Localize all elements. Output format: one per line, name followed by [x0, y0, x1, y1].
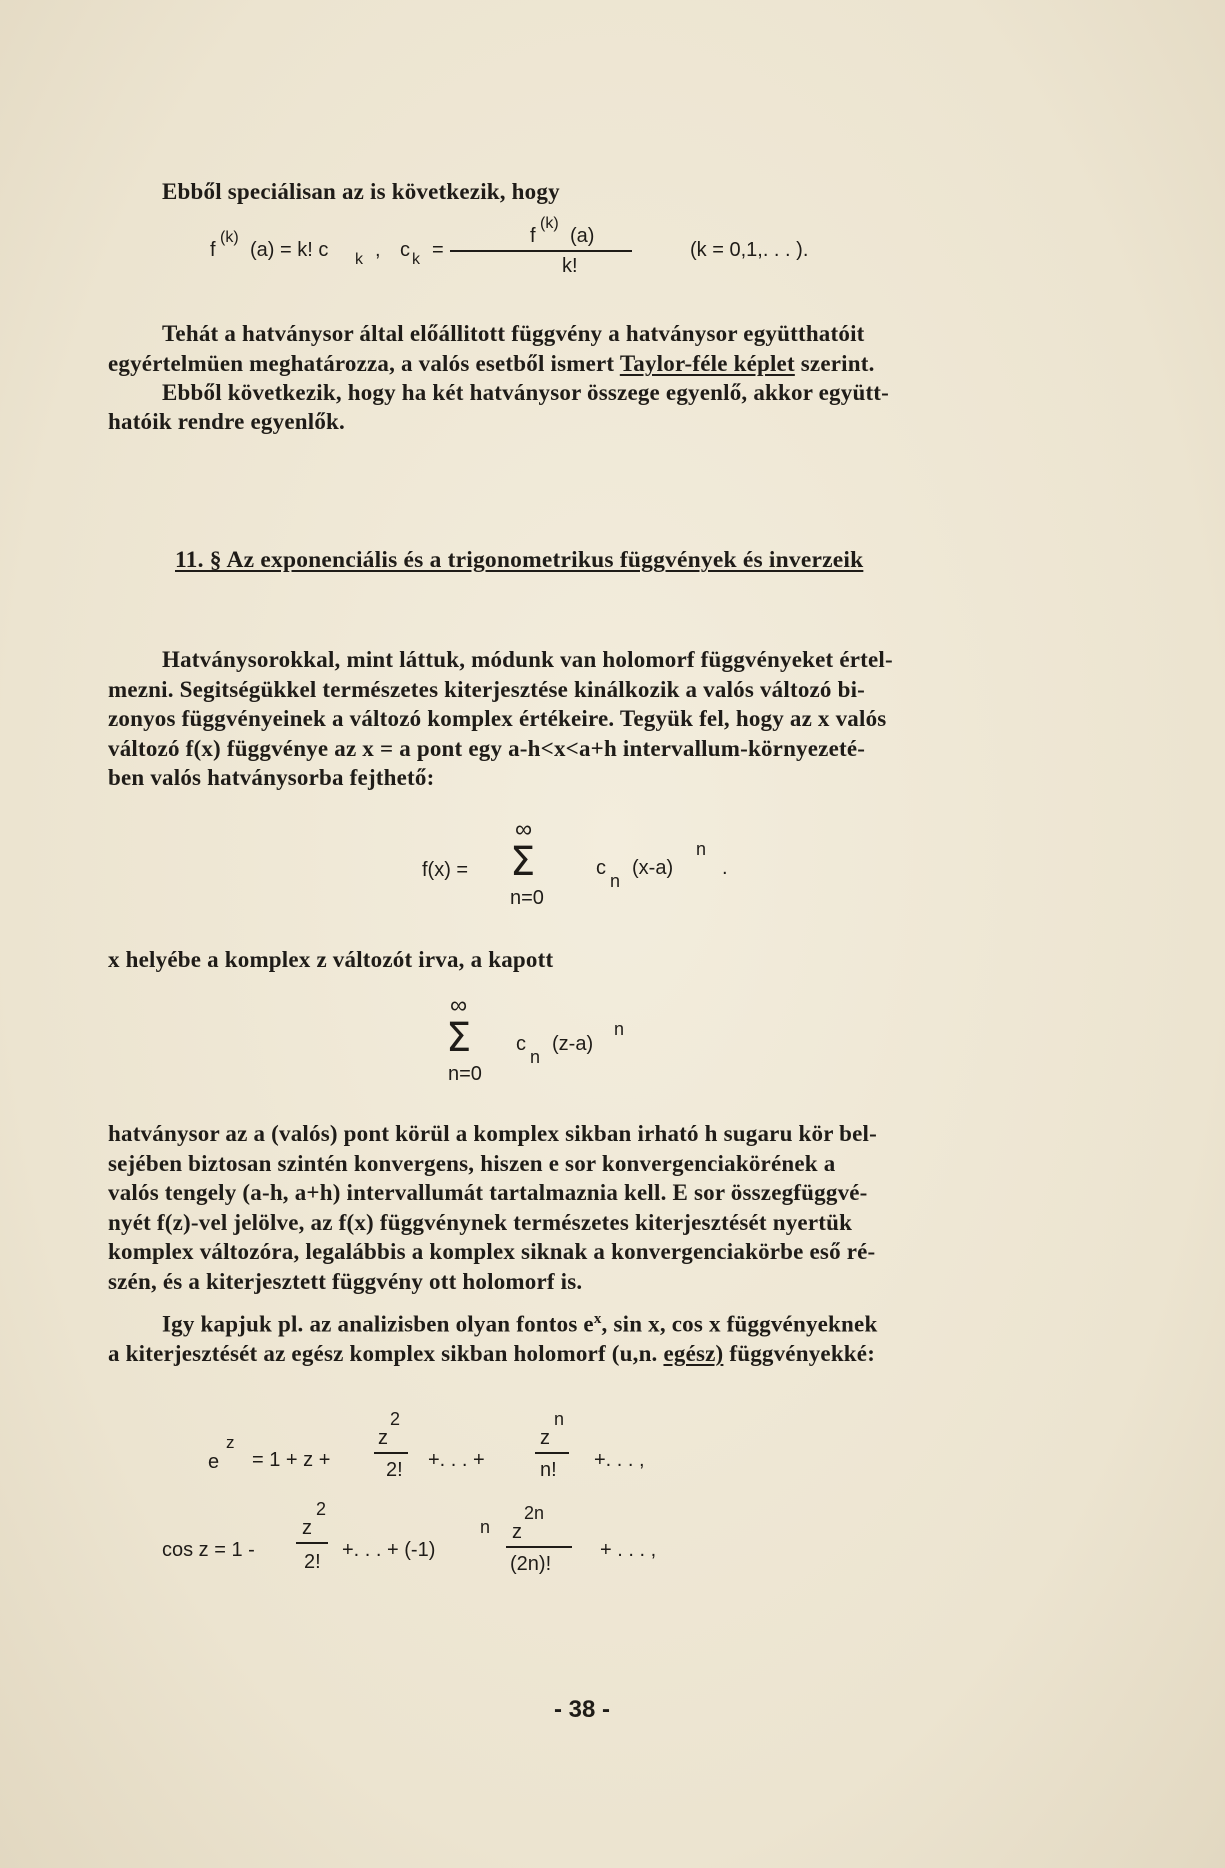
para2-line3: zonyos függvényeinek a változó komplex értékeire. Tegyük fel, hogy az x valós	[108, 706, 887, 731]
eq3-n-sub: n	[530, 1047, 541, 1067]
eq5-mid-sup: n	[480, 1517, 491, 1537]
eq4-den2: n!	[540, 1459, 557, 1481]
eq2-infinity: ∞	[515, 816, 533, 843]
eq2-sigma: Σ	[510, 839, 536, 885]
eq4-mid2: +. . . +	[428, 1449, 485, 1471]
para4-line1-end: , sin x, cos x függvényeknek	[601, 1311, 878, 1337]
eq5-lhs: cos z = 1 -	[162, 1539, 255, 1561]
para3-line2: sejében biztosan szintén konvergens, hiszen e sor konvergenciakörének a	[108, 1151, 836, 1176]
eq1-range: (k = 0,1,. . . ).	[690, 239, 809, 261]
para1-line2-text: egyértelmüen meghatározza, a valós esetből ismert	[108, 351, 620, 376]
para1-line4: hatóik rendre egyenlők.	[108, 409, 345, 434]
eq2-lhs: f(x) =	[422, 859, 469, 881]
para1-line2-end: szerint.	[794, 351, 875, 376]
eq3-term: (z-a)	[552, 1033, 594, 1055]
para4-line1	[162, 1312, 877, 1336]
para3-line3: valós tengely (a-h, a+h) intervallumát tartalmaznia kell. E sor összegfüggvé-	[108, 1180, 868, 1205]
eq1-k-sup: (k)	[220, 229, 239, 246]
eq5-bar1	[296, 1542, 328, 1544]
eq3-c: c	[516, 1033, 526, 1055]
eq4-num1: z	[378, 1427, 388, 1449]
eq4-num1-sup: 2	[390, 1409, 401, 1429]
para2-line4: változó f(x) függvénye az x = a pont egy a-h<x<a+h intervallum-környezeté-	[108, 736, 866, 761]
para4-line2-text: a kiterjesztését az egész komplex sikban holomorf (u,n.	[108, 1341, 664, 1366]
eq1-f: f	[210, 239, 216, 261]
eq4-num2-sup: n	[554, 1409, 565, 1429]
eq5-bar2	[506, 1546, 572, 1548]
eq3-sigma: Σ	[446, 1015, 472, 1061]
mid-line: x helyébe a komplex z változót irva, a kapott	[108, 947, 554, 972]
para1-line2	[108, 352, 875, 375]
eq4-mid1: = 1 + z +	[252, 1449, 331, 1471]
eq5-num1: z	[302, 1517, 312, 1539]
para2-line2: mezni. Segitségükkel természetes kiterjesztése kinálkozik a valós változó bi-	[108, 677, 866, 702]
eq5-num2-sup: 2n	[524, 1503, 545, 1523]
eq3-lower: n=0	[448, 1063, 482, 1085]
entire-word-underlined: egész)	[663, 1341, 724, 1366]
eq2-dot: .	[722, 857, 728, 879]
intro-line: Ebből speciálisan az is következik, hogy	[162, 179, 560, 204]
eq1-equals: =	[432, 239, 444, 261]
eq2-c: c	[596, 857, 606, 879]
para3-line4: nyét f(z)-vel jelölve, az f(x) függvénynek természetes kiterjesztését nyertük	[108, 1210, 853, 1235]
para3-line1: hatványsor az a (valós) pont körül a komplex sikban irható h sugaru kör bel-	[108, 1121, 878, 1146]
para3-line5: komplex változóra, legalábbis a komplex siknak a konvergenciakörbe eső ré-	[108, 1239, 876, 1264]
taylor-formula-underlined: Taylor-féle képlet	[619, 351, 795, 376]
para3-line6: szén, és a kiterjesztett függvény ott holomorf is.	[108, 1269, 583, 1294]
eq5-den2: (2n)!	[510, 1553, 552, 1575]
eq4-tail: +. . . ,	[594, 1449, 645, 1471]
eq1-ck-sub: k	[412, 251, 420, 268]
eq1-num-f: f	[530, 225, 536, 247]
para4-exp-x: x	[593, 1311, 602, 1327]
eq3-n-sup: n	[614, 1019, 625, 1039]
page-number: - 38 -	[554, 1696, 611, 1723]
eq5-num1-sup: 2	[316, 1499, 327, 1519]
para2-line5: ben valós hatványsorba fejthető:	[108, 765, 435, 790]
para1-line3: Ebből következik, hogy ha két hatványsor összege egyenlő, akkor együtt-	[162, 380, 890, 405]
eq2-n-sup: n	[696, 839, 707, 859]
eq3-infinity: ∞	[450, 992, 468, 1019]
para4-line2	[108, 1342, 875, 1365]
eq5-den1: 2!	[304, 1551, 321, 1573]
eq4-z-sup: z	[226, 1433, 235, 1452]
eq5-tail: + . . . ,	[600, 1539, 657, 1561]
eq1-num-arg: (a)	[570, 225, 595, 247]
eq4-e: e	[208, 1451, 220, 1473]
eq5-mid: +. . . + (-1)	[342, 1539, 436, 1561]
eq2-term: (x-a)	[632, 857, 674, 879]
para4-line1-text: Igy kapjuk pl. az analizisben olyan fontos e	[162, 1311, 594, 1337]
eq1-k-sub: k	[355, 251, 363, 268]
eq5-num2: z	[512, 1521, 522, 1543]
eq2-lower: n=0	[510, 887, 544, 909]
eq1-comma: ,	[375, 239, 381, 261]
para1-line1: Tehát a hatványsor által előállitott függvény a hatványsor együtthatóit	[162, 321, 865, 346]
eq4-bar2	[535, 1452, 569, 1454]
eq1-c: c	[400, 239, 410, 261]
eq1-fraction-bar	[450, 250, 632, 252]
section-heading: 11. § Az exponenciális és a trigonometrikus függvények és inverzeik	[175, 547, 864, 573]
para2-line1: Hatványsorokkal, mint láttuk, módunk van holomorf függvényeket értel-	[162, 647, 893, 672]
para4-line2-end: függvényekké:	[723, 1341, 876, 1366]
eq1-den: k!	[562, 255, 578, 277]
eq4-den1: 2!	[386, 1459, 403, 1481]
eq2-n-sub: n	[610, 871, 621, 891]
eq1-a-eq: (a) = k! c	[250, 239, 329, 261]
eq4-bar1	[374, 1452, 408, 1454]
eq4-num2: z	[540, 1427, 550, 1449]
eq1-num-sup: (k)	[540, 215, 559, 232]
